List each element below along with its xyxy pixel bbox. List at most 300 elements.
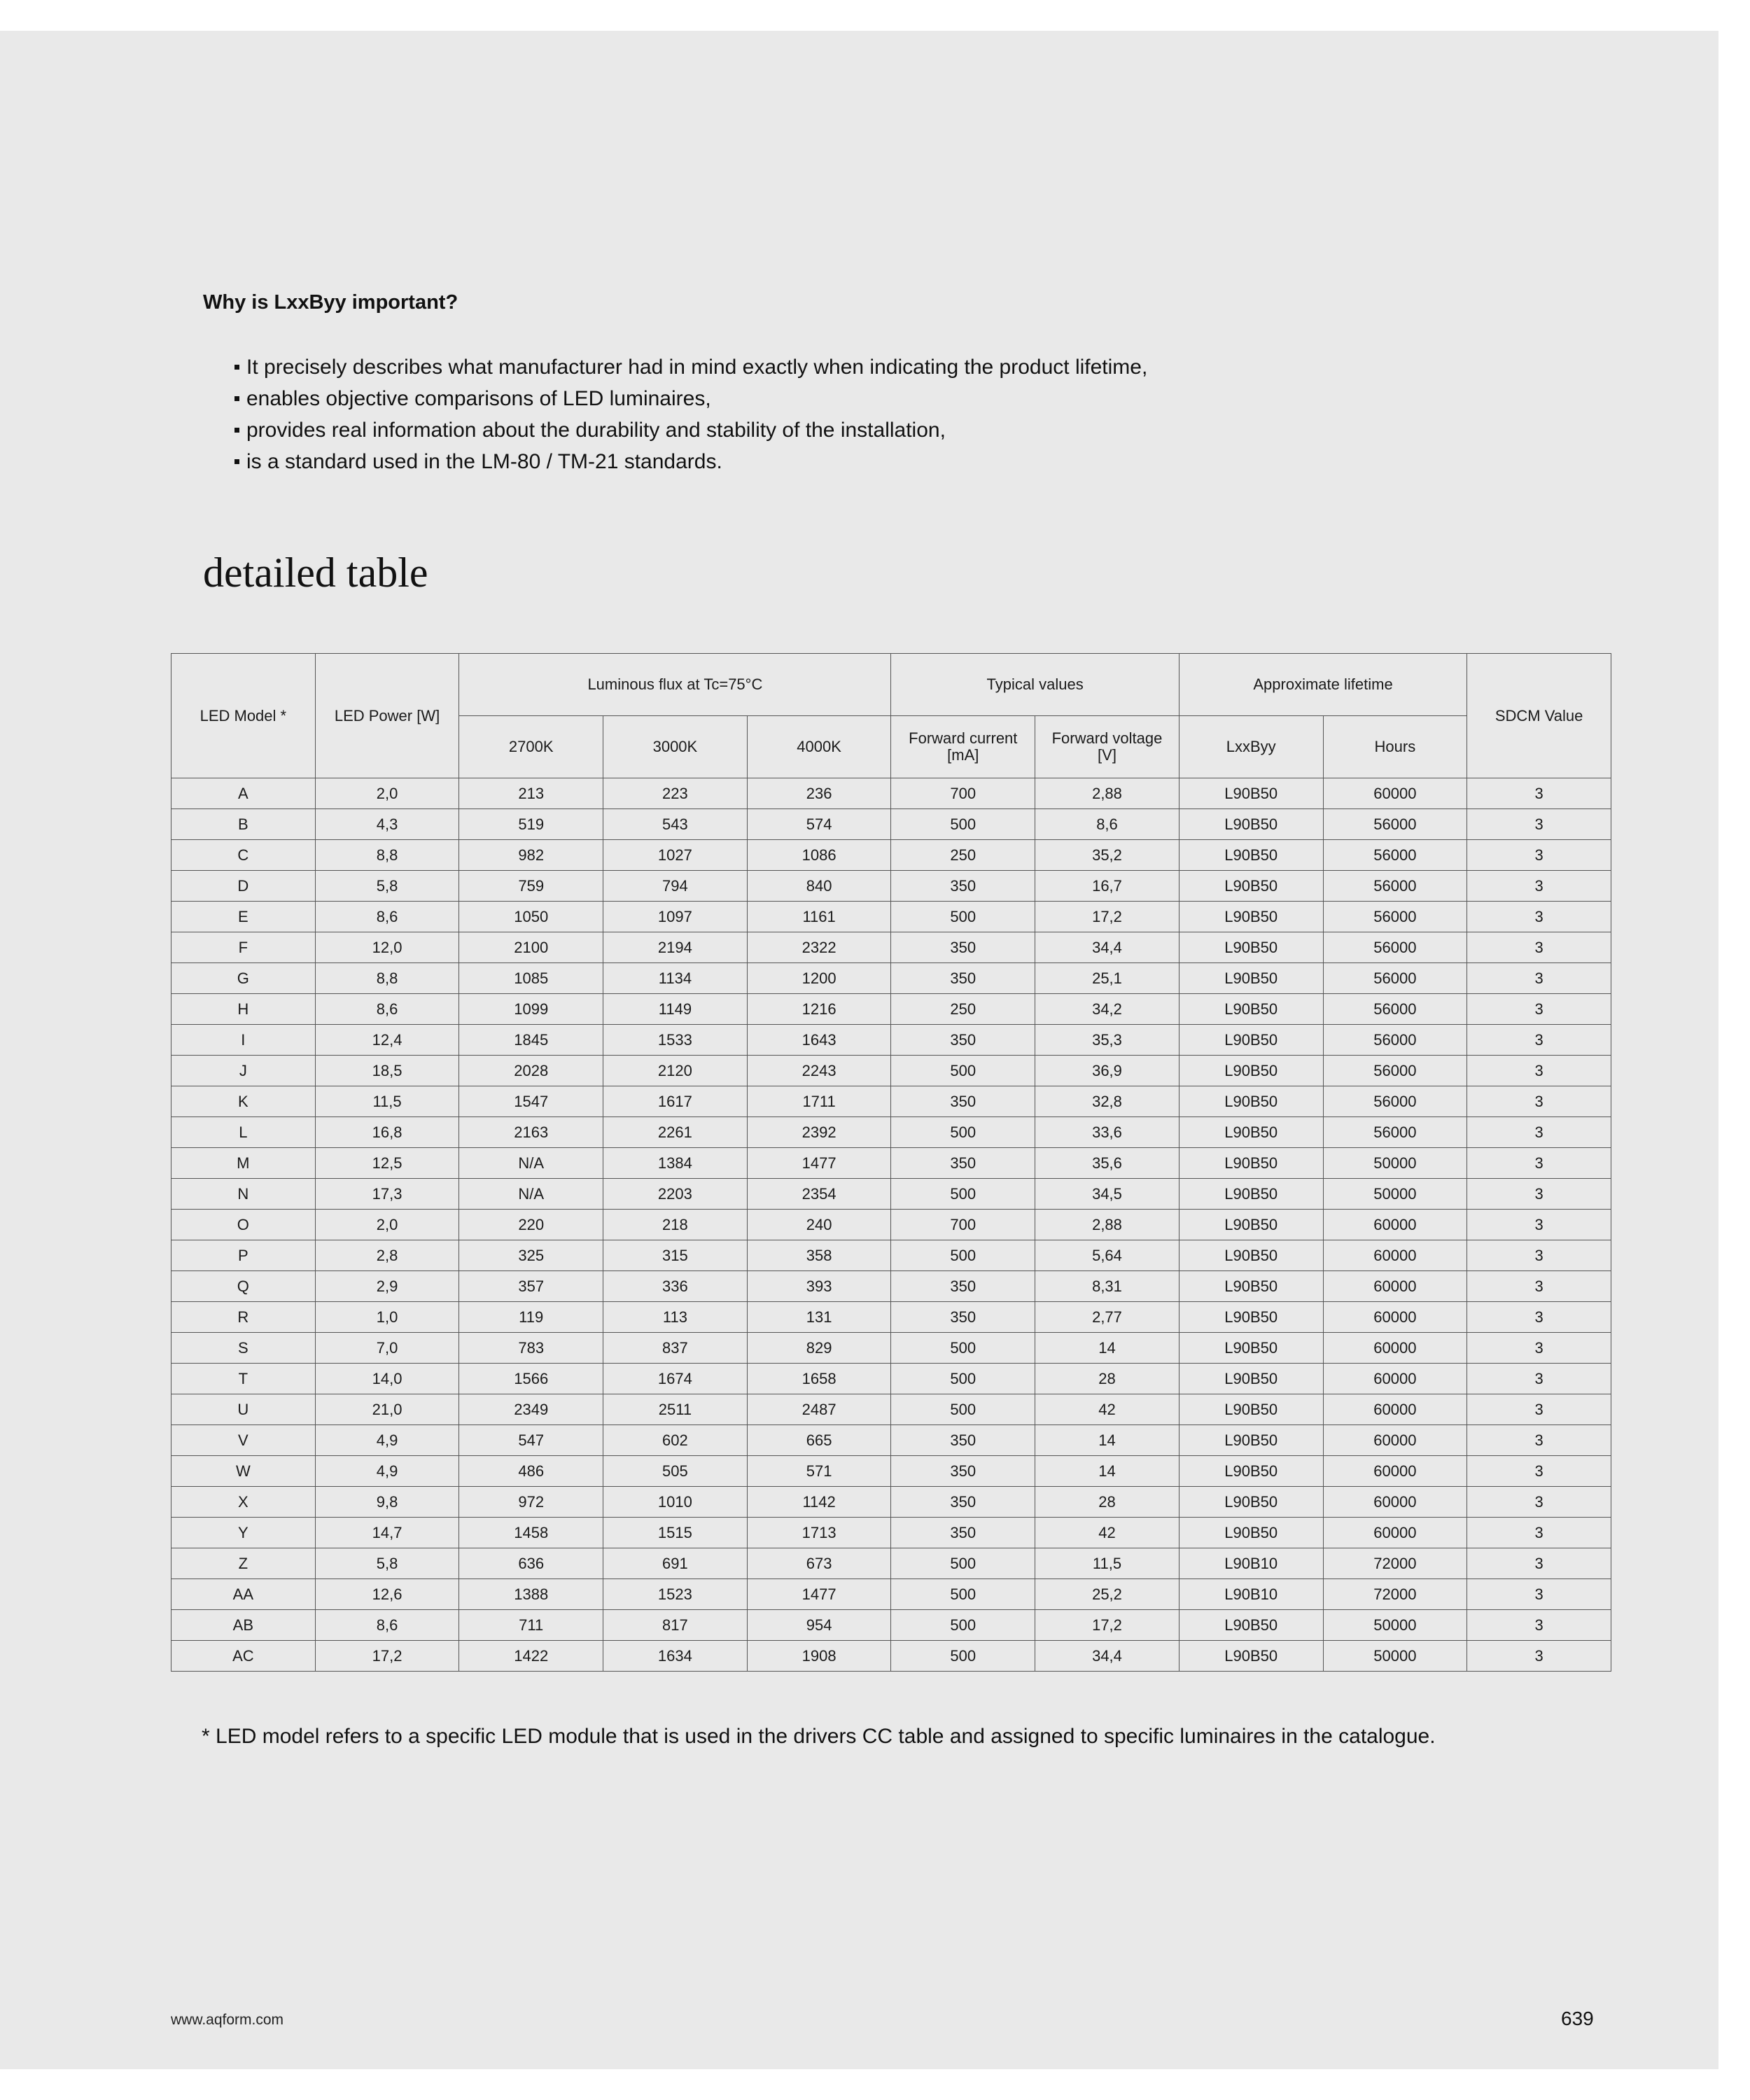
- cell-flux-3000k: 794: [603, 871, 748, 902]
- table-row: [172, 1333, 1611, 1364]
- table-row: [172, 1394, 1611, 1425]
- cell-flux-4000k: 571: [747, 1456, 891, 1487]
- cell-led-model: G: [172, 963, 316, 994]
- cell-lxxbyy: L90B50: [1179, 994, 1323, 1025]
- table-row: [172, 1210, 1611, 1240]
- cell-sdcm: 3: [1467, 840, 1611, 871]
- cell-flux-3000k: 691: [603, 1548, 748, 1579]
- cell-flux-2700k: 519: [459, 809, 603, 840]
- cell-sdcm: 3: [1467, 932, 1611, 963]
- cell-forward-current: 350: [891, 1518, 1035, 1548]
- cell-flux-4000k: 1477: [747, 1579, 891, 1610]
- header-lxxbyy: LxxByy: [1179, 716, 1323, 778]
- cell-flux-2700k: 2163: [459, 1117, 603, 1148]
- cell-forward-voltage: 2,88: [1035, 1210, 1180, 1240]
- cell-flux-3000k: 2203: [603, 1179, 748, 1210]
- cell-led-power: 2,0: [315, 778, 459, 809]
- header-typical-values: Typical values: [891, 654, 1179, 716]
- cell-sdcm: 3: [1467, 1641, 1611, 1672]
- table-row: [172, 1302, 1611, 1333]
- cell-lxxbyy: L90B10: [1179, 1548, 1323, 1579]
- cell-forward-current: 500: [891, 1394, 1035, 1425]
- cell-forward-voltage: 42: [1035, 1518, 1180, 1548]
- cell-flux-4000k: 1200: [747, 963, 891, 994]
- cell-led-model: AB: [172, 1610, 316, 1641]
- table-row: [172, 1518, 1611, 1548]
- cell-forward-voltage: 8,31: [1035, 1271, 1180, 1302]
- cell-hours: 56000: [1323, 994, 1467, 1025]
- cell-flux-3000k: 1027: [603, 840, 748, 871]
- cell-sdcm: 3: [1467, 1210, 1611, 1240]
- cell-flux-3000k: 113: [603, 1302, 748, 1333]
- cell-forward-voltage: 35,2: [1035, 840, 1180, 871]
- cell-led-model: L: [172, 1117, 316, 1148]
- cell-flux-4000k: 1643: [747, 1025, 891, 1056]
- cell-lxxbyy: L90B50: [1179, 1271, 1323, 1302]
- cell-flux-2700k: 783: [459, 1333, 603, 1364]
- table-row: [172, 871, 1611, 902]
- cell-forward-current: 350: [891, 963, 1035, 994]
- cell-flux-4000k: 2322: [747, 932, 891, 963]
- cell-led-model: Y: [172, 1518, 316, 1548]
- cell-flux-4000k: 954: [747, 1610, 891, 1641]
- cell-forward-current: 350: [891, 1487, 1035, 1518]
- cell-sdcm: 3: [1467, 902, 1611, 932]
- cell-lxxbyy: L90B50: [1179, 1056, 1323, 1086]
- cell-flux-2700k: 220: [459, 1210, 603, 1240]
- cell-flux-2700k: 1422: [459, 1641, 603, 1672]
- cell-forward-voltage: 36,9: [1035, 1056, 1180, 1086]
- bullet-text: It precisely describes what manufacturer had in mind exactly when indicating the product lifetime,: [246, 356, 1148, 379]
- cell-forward-voltage: 5,64: [1035, 1240, 1180, 1271]
- cell-flux-3000k: 218: [603, 1210, 748, 1240]
- cell-hours: 60000: [1323, 1425, 1467, 1456]
- cell-led-power: 8,6: [315, 994, 459, 1025]
- cell-flux-4000k: 673: [747, 1548, 891, 1579]
- cell-flux-3000k: 602: [603, 1425, 748, 1456]
- cell-flux-2700k: 1458: [459, 1518, 603, 1548]
- cell-lxxbyy: L90B50: [1179, 1333, 1323, 1364]
- cell-lxxbyy: L90B50: [1179, 1210, 1323, 1240]
- cell-led-model: A: [172, 778, 316, 809]
- cell-hours: 56000: [1323, 1056, 1467, 1086]
- cell-hours: 50000: [1323, 1641, 1467, 1672]
- cell-forward-voltage: 25,2: [1035, 1579, 1180, 1610]
- cell-led-model: M: [172, 1148, 316, 1179]
- cell-led-power: 4,3: [315, 809, 459, 840]
- cell-forward-current: 700: [891, 1210, 1035, 1240]
- cell-flux-3000k: 1384: [603, 1148, 748, 1179]
- cell-sdcm: 3: [1467, 1025, 1611, 1056]
- cell-led-model: Q: [172, 1271, 316, 1302]
- cell-sdcm: 3: [1467, 1425, 1611, 1456]
- cell-led-power: 11,5: [315, 1086, 459, 1117]
- cell-forward-current: 350: [891, 1425, 1035, 1456]
- cell-flux-4000k: 574: [747, 809, 891, 840]
- cell-forward-voltage: 17,2: [1035, 1610, 1180, 1641]
- cell-forward-voltage: 34,4: [1035, 932, 1180, 963]
- cell-sdcm: 3: [1467, 1579, 1611, 1610]
- cell-forward-voltage: 25,1: [1035, 963, 1180, 994]
- cell-led-power: 18,5: [315, 1056, 459, 1086]
- cell-led-model: W: [172, 1456, 316, 1487]
- catalogue-page: [0, 31, 1718, 2069]
- cell-sdcm: 3: [1467, 1056, 1611, 1086]
- header-sdcm: SDCM Value: [1467, 654, 1611, 778]
- bullet-item: [234, 446, 1147, 477]
- cell-flux-4000k: 1711: [747, 1086, 891, 1117]
- cell-flux-2700k: 213: [459, 778, 603, 809]
- cell-hours: 60000: [1323, 1518, 1467, 1548]
- cell-led-model: T: [172, 1364, 316, 1394]
- cell-flux-3000k: 1097: [603, 902, 748, 932]
- cell-led-power: 5,8: [315, 871, 459, 902]
- table-row: [172, 1271, 1611, 1302]
- cell-led-power: 16,8: [315, 1117, 459, 1148]
- cell-lxxbyy: L90B50: [1179, 809, 1323, 840]
- cell-forward-voltage: 14: [1035, 1333, 1180, 1364]
- header-forward-current: Forward current [mA]: [891, 716, 1035, 778]
- cell-flux-2700k: 2100: [459, 932, 603, 963]
- table-row: [172, 932, 1611, 963]
- cell-lxxbyy: L90B50: [1179, 932, 1323, 963]
- cell-forward-current: 500: [891, 1579, 1035, 1610]
- cell-forward-voltage: 17,2: [1035, 902, 1180, 932]
- cell-led-model: H: [172, 994, 316, 1025]
- cell-led-model: F: [172, 932, 316, 963]
- cell-forward-voltage: 16,7: [1035, 871, 1180, 902]
- cell-forward-current: 250: [891, 840, 1035, 871]
- footer-url[interactable]: www.aqform.com: [171, 2012, 284, 2028]
- cell-flux-4000k: 1908: [747, 1641, 891, 1672]
- cell-lxxbyy: L90B50: [1179, 1487, 1323, 1518]
- cell-forward-voltage: 33,6: [1035, 1117, 1180, 1148]
- detailed-led-table: [171, 653, 1611, 1672]
- cell-flux-2700k: 1566: [459, 1364, 603, 1394]
- cell-forward-voltage: 35,6: [1035, 1148, 1180, 1179]
- cell-flux-2700k: 972: [459, 1487, 603, 1518]
- cell-forward-current: 500: [891, 809, 1035, 840]
- cell-flux-2700k: 1547: [459, 1086, 603, 1117]
- cell-led-model: D: [172, 871, 316, 902]
- cell-led-model: V: [172, 1425, 316, 1456]
- cell-lxxbyy: L90B50: [1179, 1117, 1323, 1148]
- cell-forward-current: 350: [891, 1086, 1035, 1117]
- cell-led-power: 12,4: [315, 1025, 459, 1056]
- bullet-square-icon: [234, 459, 239, 464]
- cell-hours: 60000: [1323, 1456, 1467, 1487]
- question-heading: Why is LxxByy important?: [203, 291, 458, 314]
- cell-lxxbyy: L90B50: [1179, 1425, 1323, 1456]
- table-row: [172, 778, 1611, 809]
- cell-sdcm: 3: [1467, 778, 1611, 809]
- table-row: [172, 994, 1611, 1025]
- cell-flux-4000k: 840: [747, 871, 891, 902]
- cell-lxxbyy: L90B50: [1179, 1086, 1323, 1117]
- cell-hours: 50000: [1323, 1179, 1467, 1210]
- table-row: [172, 1240, 1611, 1271]
- cell-sdcm: 3: [1467, 1086, 1611, 1117]
- header-led-power: LED Power [W]: [315, 654, 459, 778]
- cell-sdcm: 3: [1467, 1548, 1611, 1579]
- cell-lxxbyy: L90B10: [1179, 1579, 1323, 1610]
- cell-forward-voltage: 2,77: [1035, 1302, 1180, 1333]
- cell-forward-current: 500: [891, 1056, 1035, 1086]
- cell-led-power: 14,7: [315, 1518, 459, 1548]
- cell-led-power: 8,6: [315, 902, 459, 932]
- cell-led-power: 4,9: [315, 1456, 459, 1487]
- cell-flux-3000k: 817: [603, 1610, 748, 1641]
- cell-flux-4000k: 2243: [747, 1056, 891, 1086]
- cell-flux-2700k: 982: [459, 840, 603, 871]
- cell-led-power: 2,8: [315, 1240, 459, 1271]
- cell-lxxbyy: L90B50: [1179, 778, 1323, 809]
- cell-flux-4000k: 2392: [747, 1117, 891, 1148]
- cell-sdcm: 3: [1467, 1179, 1611, 1210]
- cell-flux-4000k: 1477: [747, 1148, 891, 1179]
- cell-sdcm: 3: [1467, 1302, 1611, 1333]
- cell-led-model: AA: [172, 1579, 316, 1610]
- cell-flux-2700k: 1085: [459, 963, 603, 994]
- cell-hours: 60000: [1323, 1364, 1467, 1394]
- cell-lxxbyy: L90B50: [1179, 1302, 1323, 1333]
- cell-led-model: R: [172, 1302, 316, 1333]
- cell-flux-3000k: 1149: [603, 994, 748, 1025]
- bullet-list: [234, 351, 1147, 477]
- cell-forward-current: 500: [891, 1179, 1035, 1210]
- cell-flux-3000k: 2511: [603, 1394, 748, 1425]
- cell-sdcm: 3: [1467, 1487, 1611, 1518]
- cell-flux-3000k: 1134: [603, 963, 748, 994]
- cell-forward-voltage: 28: [1035, 1364, 1180, 1394]
- cell-led-model: I: [172, 1025, 316, 1056]
- cell-flux-3000k: 223: [603, 778, 748, 809]
- cell-hours: 56000: [1323, 1025, 1467, 1056]
- cell-forward-voltage: 28: [1035, 1487, 1180, 1518]
- cell-led-power: 14,0: [315, 1364, 459, 1394]
- cell-led-model: K: [172, 1086, 316, 1117]
- cell-lxxbyy: L90B50: [1179, 1518, 1323, 1548]
- header-flux-3000k: 3000K: [603, 716, 748, 778]
- cell-led-power: 8,8: [315, 840, 459, 871]
- cell-forward-voltage: 8,6: [1035, 809, 1180, 840]
- bullet-text: is a standard used in the LM-80 / TM-21 standards.: [246, 450, 722, 473]
- cell-hours: 60000: [1323, 1487, 1467, 1518]
- cell-flux-3000k: 1523: [603, 1579, 748, 1610]
- cell-flux-3000k: 2194: [603, 932, 748, 963]
- table-row: [172, 1056, 1611, 1086]
- cell-flux-2700k: 2028: [459, 1056, 603, 1086]
- cell-lxxbyy: L90B50: [1179, 963, 1323, 994]
- cell-led-model: O: [172, 1210, 316, 1240]
- cell-sdcm: 3: [1467, 871, 1611, 902]
- cell-led-model: Z: [172, 1548, 316, 1579]
- cell-sdcm: 3: [1467, 1456, 1611, 1487]
- cell-forward-current: 350: [891, 1302, 1035, 1333]
- cell-lxxbyy: L90B50: [1179, 840, 1323, 871]
- cell-flux-2700k: 357: [459, 1271, 603, 1302]
- cell-forward-voltage: 2,88: [1035, 778, 1180, 809]
- cell-flux-4000k: 1161: [747, 902, 891, 932]
- table-row: [172, 1548, 1611, 1579]
- cell-sdcm: 3: [1467, 1271, 1611, 1302]
- cell-flux-3000k: 336: [603, 1271, 748, 1302]
- table-row: [172, 1610, 1611, 1641]
- cell-forward-current: 500: [891, 902, 1035, 932]
- header-approx-lifetime: Approximate lifetime: [1179, 654, 1466, 716]
- cell-flux-3000k: 1674: [603, 1364, 748, 1394]
- cell-led-power: 5,8: [315, 1548, 459, 1579]
- cell-led-power: 8,8: [315, 963, 459, 994]
- cell-sdcm: 3: [1467, 1148, 1611, 1179]
- cell-flux-4000k: 1658: [747, 1364, 891, 1394]
- table-row: [172, 1487, 1611, 1518]
- cell-forward-current: 700: [891, 778, 1035, 809]
- table-row: [172, 1086, 1611, 1117]
- header-flux-2700k: 2700K: [459, 716, 603, 778]
- cell-sdcm: 3: [1467, 809, 1611, 840]
- cell-led-model: J: [172, 1056, 316, 1086]
- table-row: [172, 1025, 1611, 1056]
- cell-forward-current: 500: [891, 1333, 1035, 1364]
- cell-forward-voltage: 14: [1035, 1456, 1180, 1487]
- cell-forward-voltage: 34,5: [1035, 1179, 1180, 1210]
- cell-hours: 56000: [1323, 1086, 1467, 1117]
- cell-sdcm: 3: [1467, 963, 1611, 994]
- cell-led-model: P: [172, 1240, 316, 1271]
- cell-led-model: N: [172, 1179, 316, 1210]
- bullet-square-icon: [234, 396, 239, 401]
- cell-led-power: 1,0: [315, 1302, 459, 1333]
- cell-hours: 56000: [1323, 963, 1467, 994]
- cell-forward-current: 500: [891, 1548, 1035, 1579]
- cell-forward-current: 500: [891, 1641, 1035, 1672]
- cell-hours: 60000: [1323, 1394, 1467, 1425]
- cell-flux-2700k: N/A: [459, 1148, 603, 1179]
- cell-flux-3000k: 1533: [603, 1025, 748, 1056]
- bullet-text: enables objective comparisons of LED luminaires,: [246, 387, 711, 410]
- cell-forward-voltage: 35,3: [1035, 1025, 1180, 1056]
- cell-hours: 60000: [1323, 1210, 1467, 1240]
- page-number: 639: [1561, 2008, 1594, 2029]
- cell-flux-2700k: 2349: [459, 1394, 603, 1425]
- cell-flux-3000k: 2261: [603, 1117, 748, 1148]
- footnote: * LED model refers to a specific LED module that is used in the drivers CC table and assigned to specific luminaires in the catalogue.: [202, 1725, 1436, 1748]
- cell-forward-current: 350: [891, 1271, 1035, 1302]
- bullet-item: [234, 414, 1147, 446]
- cell-hours: 56000: [1323, 902, 1467, 932]
- cell-led-model: C: [172, 840, 316, 871]
- table-row: [172, 840, 1611, 871]
- cell-sdcm: 3: [1467, 1518, 1611, 1548]
- cell-lxxbyy: L90B50: [1179, 1641, 1323, 1672]
- cell-hours: 50000: [1323, 1148, 1467, 1179]
- cell-lxxbyy: L90B50: [1179, 1025, 1323, 1056]
- cell-flux-3000k: 315: [603, 1240, 748, 1271]
- header-hours: Hours: [1323, 716, 1467, 778]
- cell-hours: 60000: [1323, 1240, 1467, 1271]
- cell-flux-3000k: 1634: [603, 1641, 748, 1672]
- cell-flux-4000k: 2354: [747, 1179, 891, 1210]
- table-row: [172, 1117, 1611, 1148]
- cell-forward-current: 500: [891, 1117, 1035, 1148]
- table-row: [172, 1148, 1611, 1179]
- cell-forward-voltage: 34,4: [1035, 1641, 1180, 1672]
- table-row: [172, 1364, 1611, 1394]
- cell-sdcm: 3: [1467, 1117, 1611, 1148]
- cell-forward-voltage: 34,2: [1035, 994, 1180, 1025]
- cell-hours: 56000: [1323, 840, 1467, 871]
- cell-lxxbyy: L90B50: [1179, 1179, 1323, 1210]
- cell-flux-2700k: N/A: [459, 1179, 603, 1210]
- cell-hours: 60000: [1323, 778, 1467, 809]
- bullet-square-icon: [234, 365, 239, 370]
- table-row: [172, 963, 1611, 994]
- cell-flux-2700k: 119: [459, 1302, 603, 1333]
- cell-led-model: AC: [172, 1641, 316, 1672]
- cell-flux-3000k: 1617: [603, 1086, 748, 1117]
- cell-hours: 60000: [1323, 1302, 1467, 1333]
- table-row: [172, 1179, 1611, 1210]
- cell-flux-2700k: 1099: [459, 994, 603, 1025]
- cell-led-power: 17,2: [315, 1641, 459, 1672]
- cell-lxxbyy: L90B50: [1179, 1364, 1323, 1394]
- header-led-model: LED Model *: [172, 654, 316, 778]
- cell-flux-4000k: 393: [747, 1271, 891, 1302]
- cell-flux-3000k: 2120: [603, 1056, 748, 1086]
- cell-hours: 50000: [1323, 1610, 1467, 1641]
- cell-led-model: S: [172, 1333, 316, 1364]
- cell-flux-2700k: 547: [459, 1425, 603, 1456]
- cell-forward-current: 500: [891, 1240, 1035, 1271]
- table-row: [172, 1456, 1611, 1487]
- cell-flux-4000k: 131: [747, 1302, 891, 1333]
- cell-led-power: 9,8: [315, 1487, 459, 1518]
- cell-flux-2700k: 1388: [459, 1579, 603, 1610]
- cell-led-model: B: [172, 809, 316, 840]
- cell-led-power: 7,0: [315, 1333, 459, 1364]
- cell-flux-4000k: 1086: [747, 840, 891, 871]
- table-row: [172, 1641, 1611, 1672]
- cell-forward-voltage: 32,8: [1035, 1086, 1180, 1117]
- cell-forward-current: 500: [891, 1610, 1035, 1641]
- cell-flux-2700k: 1845: [459, 1025, 603, 1056]
- cell-flux-4000k: 236: [747, 778, 891, 809]
- cell-flux-4000k: 1142: [747, 1487, 891, 1518]
- cell-flux-2700k: 486: [459, 1456, 603, 1487]
- cell-flux-3000k: 1515: [603, 1518, 748, 1548]
- cell-flux-3000k: 505: [603, 1456, 748, 1487]
- cell-forward-current: 350: [891, 871, 1035, 902]
- header-flux-4000k: 4000K: [747, 716, 891, 778]
- cell-led-power: 12,6: [315, 1579, 459, 1610]
- cell-led-model: X: [172, 1487, 316, 1518]
- cell-flux-3000k: 1010: [603, 1487, 748, 1518]
- cell-flux-2700k: 759: [459, 871, 603, 902]
- cell-lxxbyy: L90B50: [1179, 1456, 1323, 1487]
- cell-sdcm: 3: [1467, 1333, 1611, 1364]
- cell-led-power: 2,9: [315, 1271, 459, 1302]
- cell-sdcm: 3: [1467, 994, 1611, 1025]
- cell-led-power: 21,0: [315, 1394, 459, 1425]
- cell-hours: 56000: [1323, 871, 1467, 902]
- cell-forward-current: 350: [891, 1456, 1035, 1487]
- table-row: [172, 902, 1611, 932]
- header-forward-voltage: Forward voltage [V]: [1035, 716, 1180, 778]
- table-row: [172, 1425, 1611, 1456]
- cell-flux-2700k: 711: [459, 1610, 603, 1641]
- cell-flux-4000k: 665: [747, 1425, 891, 1456]
